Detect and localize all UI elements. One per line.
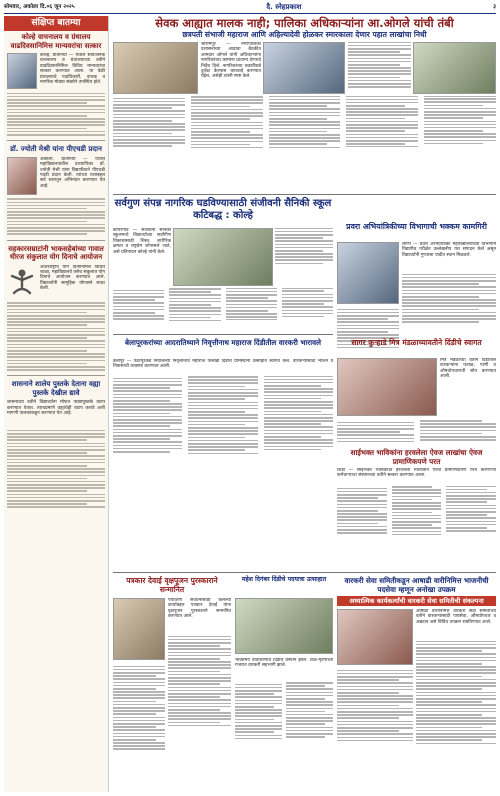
brief-story-1-body: कोल्हे, प्रतिनिधी — येथील सार्वजनिक वाचनालय व ग्रंथालयाच्या वतीने वाढदिवसानिमित्त विविध मान्यवरांचा सत्कार करण्यात आला. या वेळी ग्रंथालयाचे पदाधिकारी, वाचक व नागरिक मोठ्या संख्येने उपस्थित होते. bbox=[40, 53, 105, 86]
warkari-story bbox=[337, 576, 496, 594]
sai-headline: साईभक्त भाविकांना हरवलेला ऐवज लाखांचा ऐवज प्रामाणिकपणे परत bbox=[350, 448, 483, 466]
brief-story-3-body: आंतरराष्ट्रीय योग दिनानिमित्त विविध शाळा, महाविद्यालये तसेच संकुलात योग दिनाचे आयोजन करण्यात आले. विद्यार्थ्यांनी सामूहिक योगासने सादर केली. bbox=[40, 264, 105, 292]
engineering-body: लोणी — प्रवरा अभियांत्रिकी महाविद्यालयाच्या विभागाने विद्यापीठ परीक्षेत उल्लेखनीय यश संपादन केले असून विद्यार्थ्यांनी गुणवत्ता यादीत स्थान मिळवले. bbox=[402, 242, 496, 258]
lead-photo-1 bbox=[113, 42, 198, 94]
lead-photo-2 bbox=[263, 42, 345, 94]
section-title: संक्षिप्त बातम्या bbox=[4, 16, 108, 31]
engineering-headline: प्रवरा अभियांत्रिकीच्या विभागाची भक्कम कामगिरी bbox=[346, 222, 487, 231]
press-headline: पत्रकार देवाई वृक्षपूजन पुरस्काराने सन्मानित bbox=[126, 576, 218, 594]
brief-news-column bbox=[4, 16, 109, 792]
lead-subheadline: छत्रपती संभाजी महाराज आणि अहिल्यादेवी होळकर स्मारकाला देणार पहात लाखांचा निधी bbox=[182, 30, 427, 39]
belapur-story bbox=[113, 338, 333, 347]
page-number: ३ bbox=[493, 3, 496, 10]
warkari-headline: वारकरी सेवा समितीकडून आषाढी वारीनिमित्त भाजनीची पदसेवा म्हणून अनोखा उपक्रम bbox=[344, 576, 489, 594]
header-date: सोमवार, अकोला दि.०६ जून २०२५ bbox=[4, 3, 75, 10]
page-header bbox=[4, 2, 496, 14]
press-body: पर्यावरण संवर्धनासाठी केलेल्या कार्याबद्दल पत्रकार देवाई यांना वृक्षपूजन पुरस्काराने सन्मानित करण्यात आले. bbox=[168, 598, 231, 620]
brief-story-1-headline: कोल्हे वाचनालय व ग्रंथालय वाढदिवसानिमित्त मान्यवरांचा सत्कार bbox=[10, 33, 102, 50]
belapur-headline: बेलापूरकरांच्या आदरातिथ्याने निवृत्तीनाथ महाराज दिंडीतील वारकरी भारावले bbox=[125, 338, 321, 347]
brief-story-2-headline: डॉ. ज्योती मेश्री यांना पीएचडी प्रदान bbox=[10, 145, 102, 154]
dindi-photo bbox=[235, 598, 333, 654]
lead-photo-3 bbox=[413, 42, 496, 94]
school-body: कोपरगाव — संजीवनी सैनिकी स्कूलमध्ये विद्यार्थ्यांच्या सर्वांगीण विकासासाठी शिस्त, शारीरिक क्षमता व राष्ट्रप्रेम जोपासले जाते, असे प्रतिपादन कोल्हे यांनी केले. bbox=[113, 228, 171, 255]
yoga-pose-icon bbox=[7, 265, 37, 299]
sai-body: शिर्डी — साईभक्त भाविकांचा हरवलेला मौल्यवान ऐवज प्रामाणिकपणे परत करणाऱ्या कर्मचाऱ्याचा संस्थानच्या वतीने सत्कार करण्यात आला. bbox=[337, 468, 496, 479]
school-photo bbox=[173, 228, 273, 286]
sagar-story bbox=[337, 338, 496, 347]
warkari-photo bbox=[337, 609, 413, 665]
brief-story-4-body: शासनाच्या वतीने विद्यार्थ्यांना मोफत पाठ्यपुस्तके वाटप करण्यात येतात. त्याचप्रमाणे वह्यांचेही वाटप करावे अशी मागणी पालकांकडून करण्यात येत आहे. bbox=[7, 400, 105, 417]
lead-headline: सेवक आह्यात मालक नाही; पालिका अधिकाऱ्यांना आ.ओगले यांची तंबी bbox=[155, 16, 454, 30]
main-news-area bbox=[113, 16, 496, 792]
portrait-photo-2 bbox=[7, 157, 37, 195]
sagar-photo bbox=[337, 358, 437, 416]
brief-story-4-headline: शासनाने शालेय पुस्तके देताना वह्या पुस्तके देखील द्यावे bbox=[11, 380, 101, 397]
sai-story bbox=[337, 448, 496, 466]
warkari-body: आषाढी वारीनिमित्त वारकरी सेवा समितीच्या वतीने वारकऱ्यांसाठी पायसेवा, औषधोपचार व अन्नदान असे विविध उपक्रम राबविण्यात आले. bbox=[416, 609, 496, 625]
belapur-body: बेलापूर — पंढरपूरकडे निघालेल्या निवृत्तीनाथ महाराज पालखी दिंडीचे ग्रामस्थांनी उत्साहात स्वागत केले. वारकऱ्यांसाठी भोजन व निवासाची व्यवस्था करण्यात आली. bbox=[113, 359, 333, 370]
school-story bbox=[113, 198, 333, 222]
sagar-body: मित्र मंडळाच्या वतीने दिंडीतील वारकऱ्यांना फराळ, पाणी व औषधोपचाराची सोय करण्यात आली. bbox=[440, 358, 496, 380]
dindi-story bbox=[235, 576, 333, 584]
engineering-photo bbox=[337, 242, 399, 304]
press-story bbox=[113, 576, 231, 594]
dindi-headline: महेश दिगंबर दिंडीचे पदयात्रा उत्साहात bbox=[241, 576, 327, 583]
press-photo bbox=[113, 598, 165, 660]
warkari-banner: अध्यात्मिक कार्यकर्त्यांची वारकरी सेवा समितीची संकल्पना bbox=[337, 596, 496, 606]
engineering-story bbox=[337, 222, 496, 231]
brief-story-2-body: अकोला, प्रतिनिधी — येथील महाविद्यालयातील प्राध्यापिका डॉ. ज्योती मेश्री यांना विद्यापीठाने पीएचडी पदवी प्रदान केली. त्यांच्या यशाबद्दल सर्व स्तरातून अभिनंदन करण्यात येत आहे. bbox=[40, 156, 105, 189]
sagar-headline: सागर कुऱ्हाडे मित्र मंडळाच्यावतीने दिंडीचे स्वागत bbox=[351, 338, 482, 347]
brief-story-3-headline: सहकारसम्राटांनी भाकसहेबांच्या गावात धीरज संकुलात योग दिनाचे आयोजन bbox=[8, 244, 104, 262]
newspaper-name: दै. स्नेहप्रकाश bbox=[266, 2, 302, 11]
school-headline: सर्वगुण संपन्न नागरिक घडविण्यासाठी संजीवनी सैनिकी स्कूल कटिबद्ध : कोल्हे bbox=[114, 198, 332, 221]
portrait-photo bbox=[7, 53, 37, 89]
dindi-body: भक्तिमय वातावरणात दिंडीचे प्रस्थान झाले. टाळ-मृदंगाच्या गजरात वारकरी सहभागी झाले. bbox=[235, 658, 333, 669]
lead-story bbox=[113, 16, 496, 40]
lead-body: श्रीरामपूर — नगरपालिका प्रशासनाच्या आढावा बैठकीत आमदार ओगले यांनी अधिकाऱ्यांना नागरिकांच्या कामांना प्राधान्य देण्याचे निर्देश दिले. नागरिकांच्या तक्रारींकडे दुर्लक्ष केल्यास कारवाई करण्यात येईल, असेही त्यांनी स्पष्ट केले. bbox=[201, 42, 261, 80]
